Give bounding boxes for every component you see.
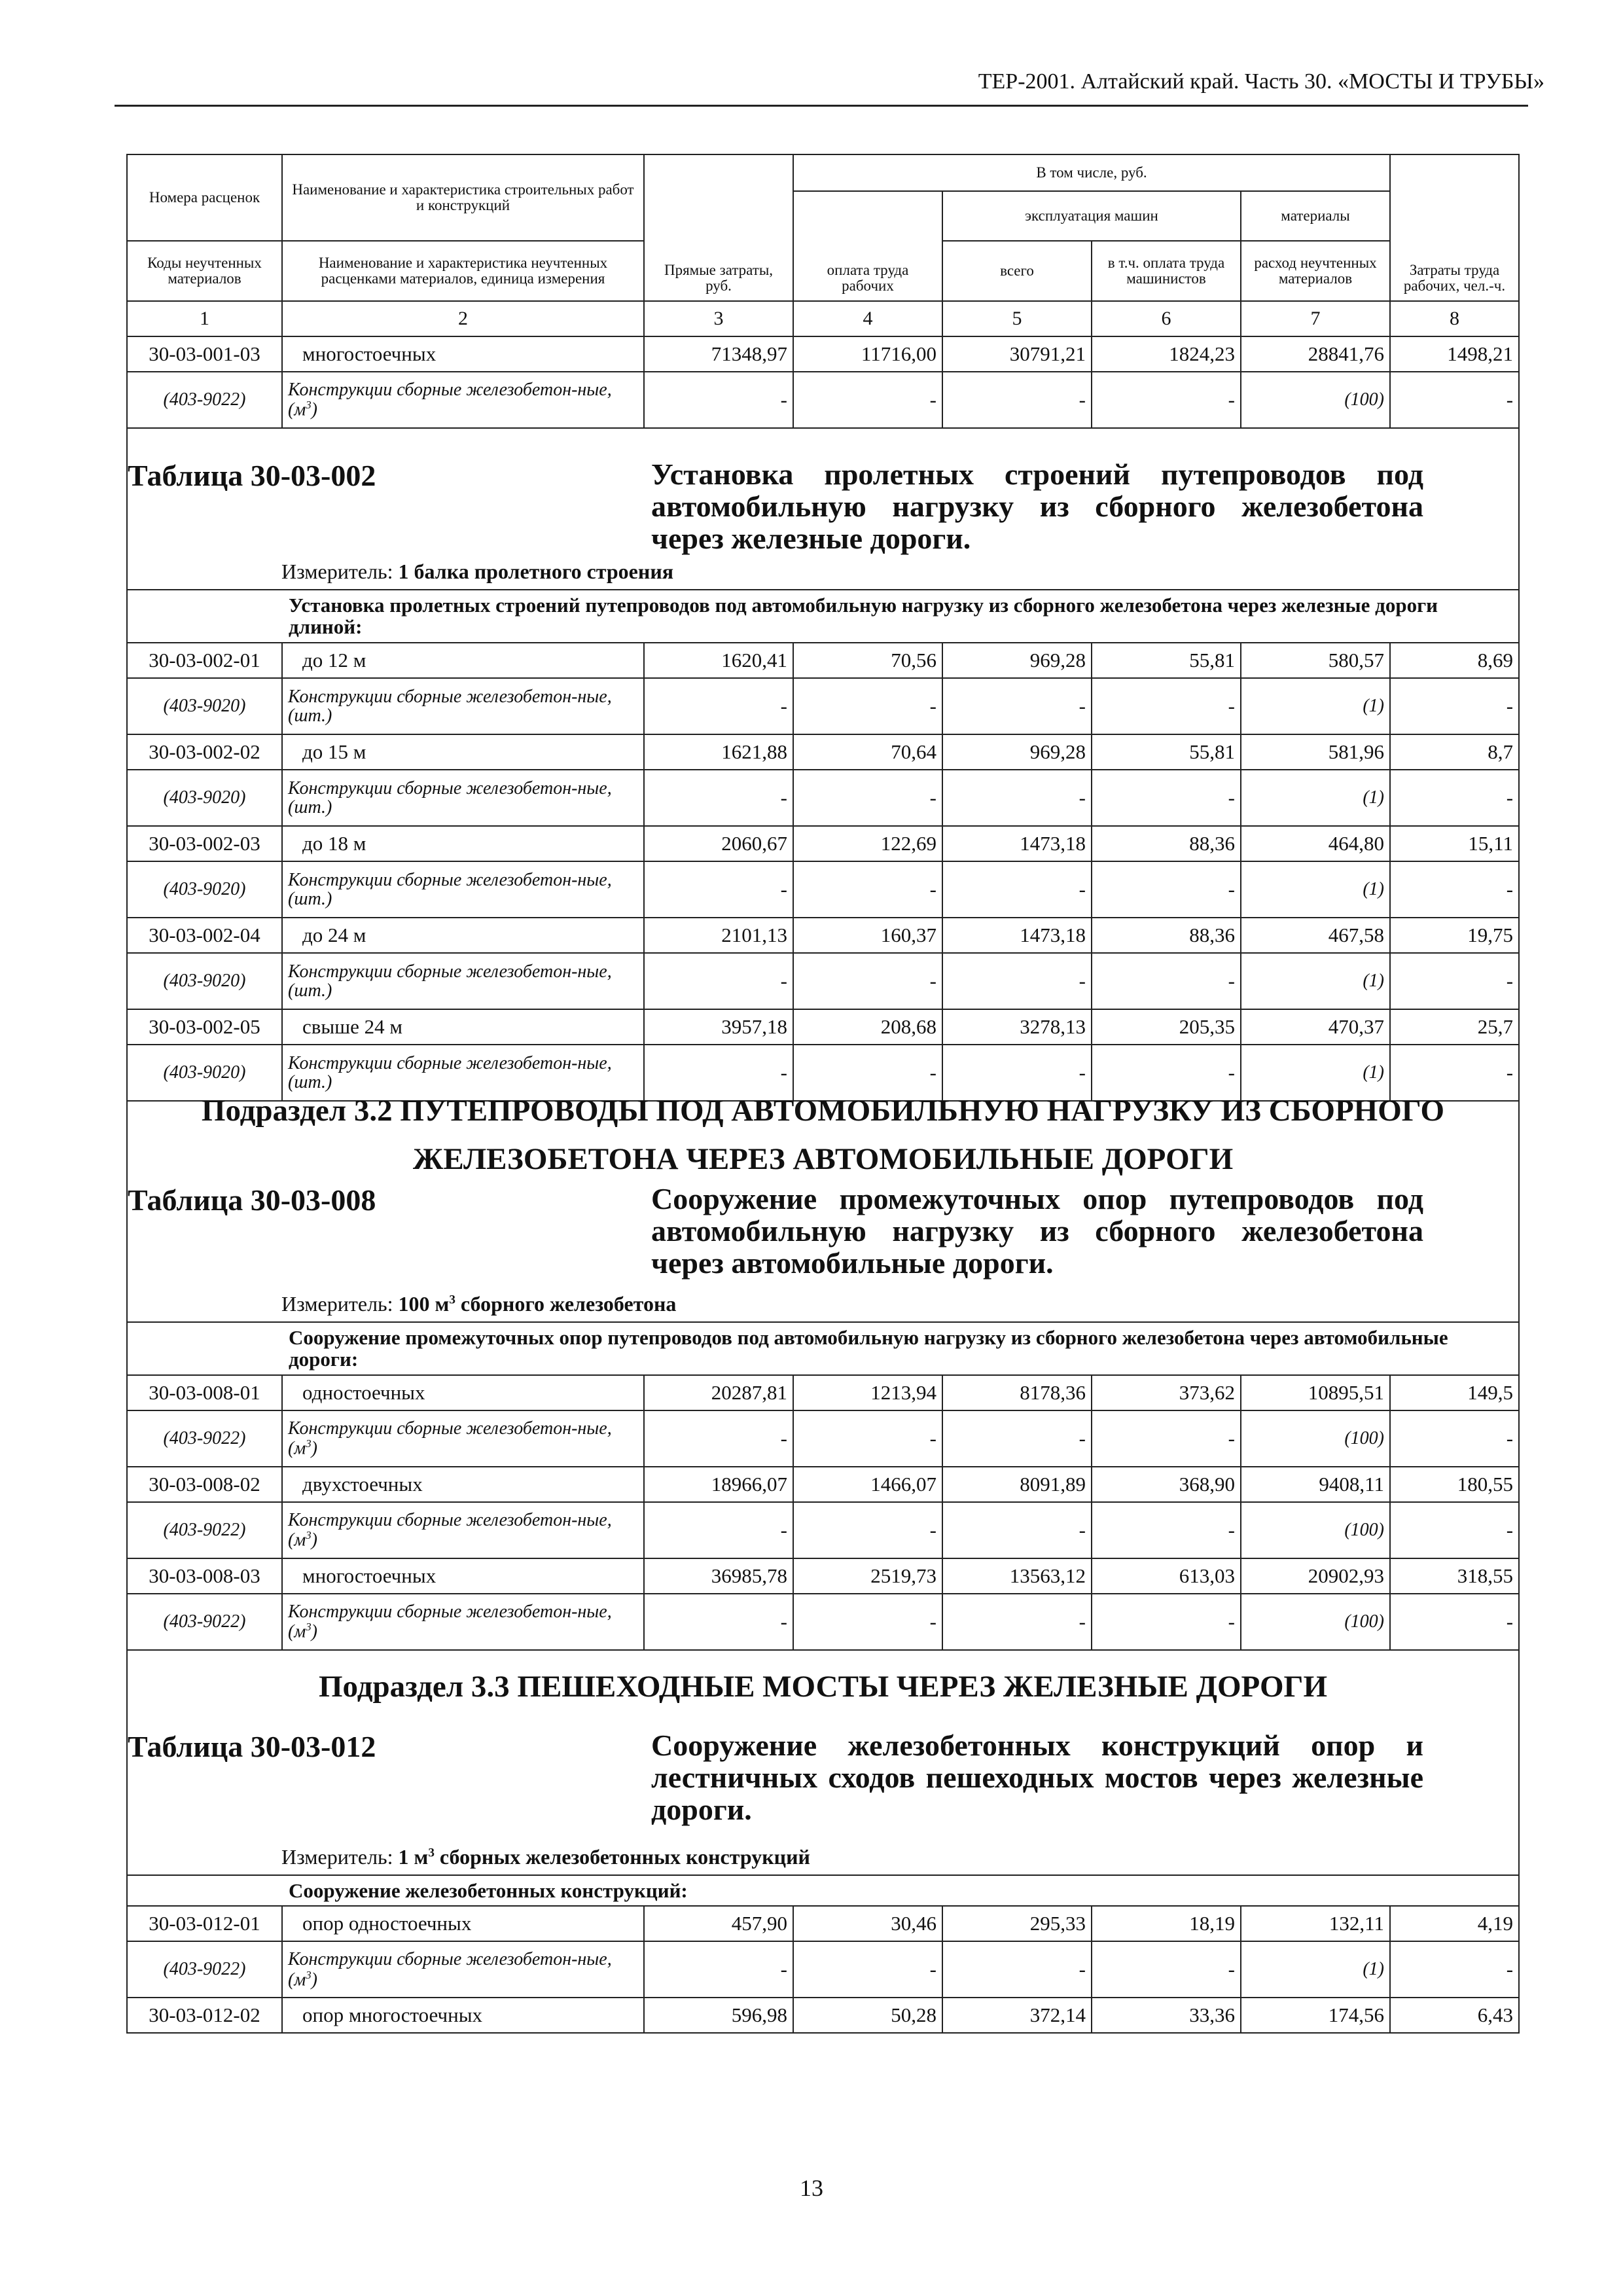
material-name: Конструкции сборные железобетон-ные, (шт.)	[282, 1045, 644, 1101]
col-materials: материалы	[1241, 191, 1390, 241]
direct-costs-dash: -	[644, 372, 793, 428]
col-machinist-pay: в т.ч. оплата труда машинистов	[1092, 241, 1241, 301]
direct-costs-dash: -	[644, 1410, 793, 1467]
rate-row	[127, 918, 1519, 953]
material-row	[127, 1045, 1519, 1101]
rate-row	[127, 1009, 1519, 1045]
materials: 9408,11	[1241, 1467, 1390, 1502]
col-number: 6	[1092, 301, 1241, 336]
machines-total: 3278,13	[942, 1009, 1092, 1045]
material-row	[127, 1502, 1519, 1558]
rates-table	[126, 154, 1520, 2034]
material-name: Конструкции сборные железобетон-ные, $(м^3)$	[282, 1410, 644, 1467]
machinist-pay-dash: -	[1092, 1941, 1241, 1998]
direct-costs-dash: -	[644, 1941, 793, 1998]
rate-row	[127, 1467, 1519, 1502]
labor-pay: 160,37	[793, 918, 942, 953]
machines-total: 13563,12	[942, 1558, 1092, 1594]
material-row	[127, 678, 1519, 734]
material-name: Конструкции сборные железобетон-ные, $(м^3)$	[282, 1594, 644, 1650]
table-subheading: Сооружение железобетонных конструкций:	[282, 1875, 1519, 1906]
machines-total-dash: -	[942, 770, 1092, 826]
col-material-codes: Коды неучтенных материалов	[127, 241, 282, 301]
rate-code: 30-03-002-05	[127, 1009, 282, 1045]
work-name: одностоечных	[282, 1375, 644, 1410]
material-quantity: (100)	[1241, 1410, 1390, 1467]
machinist-pay: 88,36	[1092, 918, 1241, 953]
rate-code: 30-03-012-01	[127, 1906, 282, 1941]
material-quantity: (100)	[1241, 1594, 1390, 1650]
machinist-pay-dash: -	[1092, 1410, 1241, 1467]
machines-total-dash: -	[942, 678, 1092, 734]
machines-total-dash: -	[942, 1941, 1092, 1998]
material-quantity: (1)	[1241, 861, 1390, 918]
col-rate-codes: Номера расценок	[127, 154, 282, 241]
machines-total: 30791,21	[942, 336, 1092, 372]
labor-costs-dash: -	[1390, 1502, 1519, 1558]
machines-total-dash: -	[942, 1410, 1092, 1467]
col-number: 4	[793, 301, 942, 336]
material-row	[127, 1941, 1519, 1998]
labor-pay: 2519,73	[793, 1558, 942, 1594]
materials: 132,11	[1241, 1906, 1390, 1941]
work-name: опор одностоечных	[282, 1906, 644, 1941]
material-name: Конструкции сборные железобетон-ные, $(м^3)$	[282, 1941, 644, 1998]
table-label: Таблица 30-03-012	[128, 1729, 376, 1763]
rate-row	[127, 1375, 1519, 1410]
material-quantity: (1)	[1241, 770, 1390, 826]
machinist-pay-dash: -	[1092, 372, 1241, 428]
materials: 464,80	[1241, 826, 1390, 861]
running-header: ТЕР-2001. Алтайский край. Часть 30. «МОСТЫ И ТРУБЫ»	[978, 69, 1544, 94]
materials: 20902,93	[1241, 1558, 1390, 1594]
direct-costs: 2060,67	[644, 826, 793, 861]
rows-30-03-008	[127, 1375, 1519, 1650]
col-number: 5	[942, 301, 1092, 336]
materials: 467,58	[1241, 918, 1390, 953]
rate-code: 30-03-008-02	[127, 1467, 282, 1502]
machines-total: 8178,36	[942, 1375, 1092, 1410]
machines-total-dash: -	[942, 953, 1092, 1009]
direct-costs: 36985,78	[644, 1558, 793, 1594]
material-code: (403-9020)	[127, 861, 282, 918]
labor-costs-dash: -	[1390, 1594, 1519, 1650]
labor-pay-dash: -	[793, 770, 942, 826]
work-name: до 18 м	[282, 826, 644, 861]
labor-costs: 8,69	[1390, 643, 1519, 678]
machinist-pay: 55,81	[1092, 734, 1241, 770]
labor-pay-dash: -	[793, 953, 942, 1009]
direct-costs: 18966,07	[644, 1467, 793, 1502]
material-code: (403-9022)	[127, 1941, 282, 1998]
table-title: Сооружение промежуточных опор путепроводов под автомобильную нагрузку из сборного железобетона через автомобильные дороги.	[651, 1181, 1423, 1280]
table-subheading: Сооружение промежуточных опор путепроводов под автомобильную нагрузку из сборного железобетона через автомобильные дороги:	[282, 1322, 1519, 1375]
direct-costs: 20287,81	[644, 1375, 793, 1410]
machinist-pay: 373,62	[1092, 1375, 1241, 1410]
machinist-pay-dash: -	[1092, 1045, 1241, 1101]
subsection-heading: Подраздел 3.3 ПЕШЕХОДНЫЕ МОСТЫ ЧЕРЕЗ ЖЕЛЕЗНЫЕ ДОРОГИ	[318, 1669, 1328, 1704]
materials: 174,56	[1241, 1998, 1390, 2033]
labor-costs: 318,55	[1390, 1558, 1519, 1594]
materials: 10895,51	[1241, 1375, 1390, 1410]
measure-unit: Измеритель: 1 балка пролетного строения	[281, 560, 674, 583]
direct-costs: 71348,97	[644, 336, 793, 372]
labor-costs: 15,11	[1390, 826, 1519, 861]
machines-total: 1473,18	[942, 826, 1092, 861]
labor-costs-dash: -	[1390, 861, 1519, 918]
labor-costs: 149,5	[1390, 1375, 1519, 1410]
work-name: опор многостоечных	[282, 1998, 644, 2033]
table-subheading: Установка пролетных строений путепроводов под автомобильную нагрузку из сборного железобетона через железные дороги длиной:	[282, 590, 1519, 643]
direct-costs-dash: -	[644, 953, 793, 1009]
machines-total-dash: -	[942, 1502, 1092, 1558]
labor-costs: 19,75	[1390, 918, 1519, 953]
machines-total: 8091,89	[942, 1467, 1092, 1502]
labor-costs: 180,55	[1390, 1467, 1519, 1502]
col-work-name: Наименование и характеристика строительных работ и конструкций	[282, 154, 644, 241]
machines-total: 372,14	[942, 1998, 1092, 2033]
labor-pay-dash: -	[793, 861, 942, 918]
material-row	[127, 770, 1519, 826]
rate-code: 30-03-002-01	[127, 643, 282, 678]
material-row	[127, 1594, 1519, 1650]
direct-costs: 2101,13	[644, 918, 793, 953]
labor-pay: 70,64	[793, 734, 942, 770]
labor-costs-dash: -	[1390, 678, 1519, 734]
labor-pay-dash: -	[793, 1410, 942, 1467]
rate-code: 30-03-008-01	[127, 1375, 282, 1410]
machinist-pay: 18,19	[1092, 1906, 1241, 1941]
material-code: (403-9022)	[127, 1410, 282, 1467]
table-block-30-03-002	[128, 429, 1518, 589]
work-name: многостоечных	[282, 1558, 644, 1594]
material-code: (403-9020)	[127, 1045, 282, 1101]
labor-pay: 30,46	[793, 1906, 942, 1941]
labor-pay-dash: -	[793, 1941, 942, 1998]
machines-total: 295,33	[942, 1906, 1092, 1941]
rate-row	[127, 643, 1519, 678]
labor-pay-dash: -	[793, 678, 942, 734]
col-material-name: Наименование и характеристика неучтенных расценками материалов, единица измерения	[282, 241, 644, 301]
direct-costs-dash: -	[644, 678, 793, 734]
col-machines-total: всего	[942, 241, 1092, 301]
table-title: Установка пролетных строений путепроводов под автомобильную нагрузку из сборного железобетона через железные дороги.	[651, 457, 1423, 556]
rows-30-03-001	[127, 336, 1519, 428]
machinist-pay: 368,90	[1092, 1467, 1241, 1502]
machinist-pay-dash: -	[1092, 953, 1241, 1009]
col-number: 7	[1241, 301, 1390, 336]
machinist-pay-dash: -	[1092, 678, 1241, 734]
direct-costs-dash: -	[644, 1045, 793, 1101]
rate-row	[127, 336, 1519, 372]
labor-costs-dash: -	[1390, 1410, 1519, 1467]
labor-costs-dash: -	[1390, 1045, 1519, 1101]
material-row	[127, 861, 1519, 918]
labor-pay: 50,28	[793, 1998, 942, 2033]
machinist-pay: 33,36	[1092, 1998, 1241, 2033]
direct-costs: 1620,41	[644, 643, 793, 678]
labor-costs: 1498,21	[1390, 336, 1519, 372]
machinist-pay: 88,36	[1092, 826, 1241, 861]
material-code: (403-9020)	[127, 770, 282, 826]
machines-total: 1473,18	[942, 918, 1092, 953]
labor-costs-dash: -	[1390, 770, 1519, 826]
labor-pay: 122,69	[793, 826, 942, 861]
material-name: Конструкции сборные железобетон-ные, (шт.)	[282, 770, 644, 826]
col-including: В том числе, руб.	[793, 154, 1390, 191]
labor-pay-dash: -	[793, 372, 942, 428]
material-code: (403-9020)	[127, 953, 282, 1009]
machinist-pay-dash: -	[1092, 861, 1241, 918]
work-name: свыше 24 м	[282, 1009, 644, 1045]
machinist-pay: 205,35	[1092, 1009, 1241, 1045]
materials: 470,37	[1241, 1009, 1390, 1045]
machinist-pay-dash: -	[1092, 1502, 1241, 1558]
material-code: (403-9022)	[127, 372, 282, 428]
rate-code: 30-03-001-03	[127, 336, 282, 372]
rate-code: 30-03-002-02	[127, 734, 282, 770]
rate-code: 30-03-008-03	[127, 1558, 282, 1594]
machinist-pay: 55,81	[1092, 643, 1241, 678]
labor-pay: 70,56	[793, 643, 942, 678]
labor-costs-dash: -	[1390, 1941, 1519, 1998]
material-row	[127, 953, 1519, 1009]
material-name: Конструкции сборные железобетон-ные, (шт.)	[282, 678, 644, 734]
materials: 581,96	[1241, 734, 1390, 770]
material-quantity: (1)	[1241, 953, 1390, 1009]
material-code: (403-9022)	[127, 1502, 282, 1558]
labor-pay: 208,68	[793, 1009, 942, 1045]
col-direct-costs: Прямые затраты, руб.	[644, 154, 793, 301]
measure-unit: Измеритель: 100 $м^3$ сборного железобетона	[281, 1291, 677, 1316]
material-row	[127, 1410, 1519, 1467]
labor-pay-dash: -	[793, 1045, 942, 1101]
machinist-pay-dash: -	[1092, 770, 1241, 826]
material-name: Конструкции сборные железобетон-ные, $(м^3)$	[282, 1502, 644, 1558]
material-name: Конструкции сборные железобетон-ные, (шт.)	[282, 861, 644, 918]
material-row	[127, 372, 1519, 428]
work-name: многостоечных	[282, 336, 644, 372]
labor-costs: 4,19	[1390, 1906, 1519, 1941]
col-labor-pay: оплата труда рабочих	[793, 191, 942, 301]
col-unaccounted-materials: расход неучтенных материалов	[1241, 241, 1390, 301]
col-number: 8	[1390, 301, 1519, 336]
labor-costs: 25,7	[1390, 1009, 1519, 1045]
subsection-heading: Подраздел 3.2 ПУТЕПРОВОДЫ ПОД АВТОМОБИЛЬНУЮ НАГРУЗКУ ИЗ СБОРНОГО ЖЕЛЕЗОБЕТОНА ЧЕРЕЗ АВТОМОБИЛЬНЫЕ ДОРОГИ	[201, 1093, 1445, 1176]
col-number: 1	[127, 301, 282, 336]
rate-row	[127, 1906, 1519, 1941]
material-code: (403-9022)	[127, 1594, 282, 1650]
page-number: 13	[800, 2175, 823, 2201]
work-name: двухстоечных	[282, 1467, 644, 1502]
material-quantity: (100)	[1241, 372, 1390, 428]
direct-costs: 457,90	[644, 1906, 793, 1941]
material-quantity: (1)	[1241, 1045, 1390, 1101]
direct-costs: 1621,88	[644, 734, 793, 770]
material-name: Конструкции сборные железобетон-ные, (шт.)	[282, 953, 644, 1009]
labor-costs: 8,7	[1390, 734, 1519, 770]
material-quantity: (1)	[1241, 678, 1390, 734]
col-number: 2	[282, 301, 644, 336]
direct-costs-dash: -	[644, 1502, 793, 1558]
header-rule	[115, 105, 1528, 107]
machines-total: 969,28	[942, 643, 1092, 678]
col-machines: эксплуатация машин	[942, 191, 1241, 241]
direct-costs-dash: -	[644, 770, 793, 826]
table-block-30-03-008	[128, 1170, 1518, 1321]
material-quantity: (100)	[1241, 1502, 1390, 1558]
machines-total-dash: -	[942, 372, 1092, 428]
table-block-30-03-012	[128, 1723, 1518, 1874]
measure-unit: Измеритель: 1 $м^3$ сборных железобетонных конструкций	[281, 1844, 810, 1869]
labor-pay: 1466,07	[793, 1467, 942, 1502]
material-code: (403-9020)	[127, 678, 282, 734]
machines-total-dash: -	[942, 1045, 1092, 1101]
labor-pay-dash: -	[793, 1594, 942, 1650]
table-label: Таблица 30-03-008	[128, 1183, 376, 1217]
machinist-pay-dash: -	[1092, 1594, 1241, 1650]
labor-costs-dash: -	[1390, 372, 1519, 428]
rate-row	[127, 826, 1519, 861]
work-name: до 12 м	[282, 643, 644, 678]
machinist-pay: 1824,23	[1092, 336, 1241, 372]
direct-costs-dash: -	[644, 1594, 793, 1650]
rate-code: 30-03-002-04	[127, 918, 282, 953]
machinist-pay: 613,03	[1092, 1558, 1241, 1594]
machines-total-dash: -	[942, 861, 1092, 918]
rate-code: 30-03-012-02	[127, 1998, 282, 2033]
labor-pay: 11716,00	[793, 336, 942, 372]
work-name: до 24 м	[282, 918, 644, 953]
table-title: Сооружение железобетонных конструкций опор и лестничных сходов пешеходных мостов через железные дороги.	[651, 1728, 1423, 1827]
rows-30-03-002	[127, 643, 1519, 1101]
labor-costs-dash: -	[1390, 953, 1519, 1009]
rate-code: 30-03-002-03	[127, 826, 282, 861]
rate-row	[127, 1558, 1519, 1594]
materials: 28841,76	[1241, 336, 1390, 372]
direct-costs: 596,98	[644, 1998, 793, 2033]
labor-costs: 6,43	[1390, 1998, 1519, 2033]
labor-pay-dash: -	[793, 1502, 942, 1558]
machines-total: 969,28	[942, 734, 1092, 770]
work-name: до 15 м	[282, 734, 644, 770]
col-number: 3	[644, 301, 793, 336]
rows-30-03-012	[127, 1906, 1519, 1998]
direct-costs-dash: -	[644, 861, 793, 918]
direct-costs: 3957,18	[644, 1009, 793, 1045]
rate-row	[127, 734, 1519, 770]
labor-pay: 1213,94	[793, 1375, 942, 1410]
table-label: Таблица 30-03-002	[128, 459, 376, 492]
col-labor-costs: Затраты труда рабочих, чел.-ч.	[1390, 154, 1519, 301]
material-quantity: (1)	[1241, 1941, 1390, 1998]
material-name: Конструкции сборные железобетон-ные, $(м^3)$	[282, 372, 644, 428]
machines-total-dash: -	[942, 1594, 1092, 1650]
materials: 580,57	[1241, 643, 1390, 678]
